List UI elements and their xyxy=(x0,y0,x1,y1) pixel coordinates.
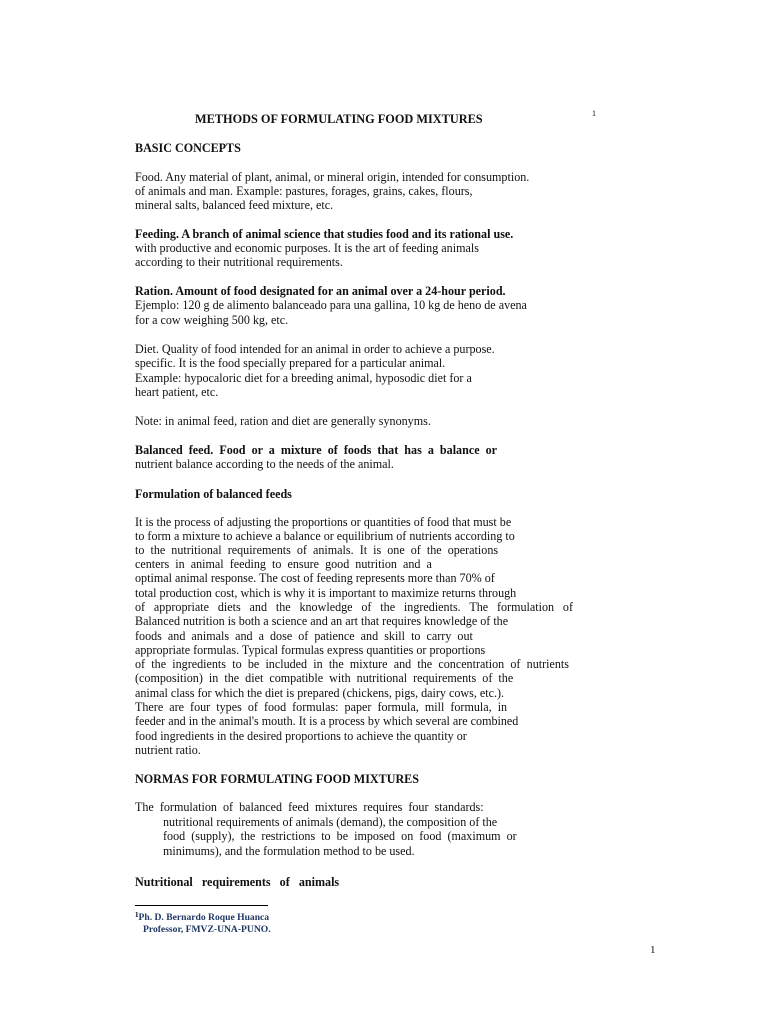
diet-line: Diet. Quality of food intended for an animal in order to achieve a purpose. xyxy=(135,342,495,356)
normas-line: minimums), and the formulation method to be used. xyxy=(163,844,415,858)
formulation-line: Balanced nutrition is both a science and an art that requires knowledge of the xyxy=(135,614,509,628)
food-line: Food. Any material of plant, animal, or mineral origin, intended for consumption. xyxy=(135,170,530,184)
formulation-line: (composition) in the diet compatible with nutritional requirements of the xyxy=(135,671,514,685)
heading-nutritional-requirements: Nutritional requirements of animals xyxy=(135,875,340,889)
diet-line: Example: hypocaloric diet for a breeding animal, hyposodic diet for a xyxy=(135,371,472,385)
formulation-line: nutrient ratio. xyxy=(135,743,201,757)
formulation-line: It is the process of adjusting the proportions or quantities of food that must be xyxy=(135,515,512,529)
normas-intro: The formulation of balanced feed mixtures requires four standards: xyxy=(135,800,484,814)
footnote-author-name: Ph. D. Bernardo Roque Huanca xyxy=(138,912,270,923)
title-footnote-mark: 1 xyxy=(592,109,596,118)
normas-line: food (supply), the restrictions to be imposed on food (maximum or xyxy=(163,829,517,843)
diet-line: heart patient, etc. xyxy=(135,385,219,399)
balanced-feed-line: nutrient balance according to the needs of the animal. xyxy=(135,457,394,471)
feeding-line: with productive and economic purposes. It is the art of feeding animals xyxy=(135,241,479,255)
page-number: 1 xyxy=(650,944,656,956)
formulation-line: of the ingredients to be included in the mixture and the concentration of nutrients xyxy=(135,657,569,671)
formulation-line: animal class for which the diet is prepared (chickens, pigs, dairy cows, etc.). xyxy=(135,686,505,700)
note-line: Note: in animal feed, ration and diet are generally synonyms. xyxy=(135,414,431,428)
formulation-line: to the nutritional requirements of animals. It is one of the operations xyxy=(135,543,499,557)
formulation-line: optimal animal response. The cost of feeding represents more than 70% of xyxy=(135,571,495,585)
normas-line: nutritional requirements of animals (demand), the composition of the xyxy=(163,815,498,829)
formulation-line: There are four types of food formulas: paper formula, mill formula, in xyxy=(135,700,508,714)
ration-line: for a cow weighing 500 kg, etc. xyxy=(135,313,289,327)
heading-basic-concepts: BASIC CONCEPTS xyxy=(135,141,241,155)
formulation-line: food ingredients in the desired proportions to achieve the quantity or xyxy=(135,729,467,743)
footnote-mark: 1 xyxy=(135,911,139,919)
feeding-line: according to their nutritional requirements. xyxy=(135,255,343,269)
formulation-line: appropriate formulas. Typical formulas express quantities or proportions xyxy=(135,643,486,657)
footnote-rule xyxy=(135,905,268,906)
ration-line: Ejemplo: 120 g de alimento balanceado para una gallina, 10 kg de heno de avena xyxy=(135,298,527,312)
footnote-affiliation: Professor, FMVZ-UNA-PUNO. xyxy=(143,924,271,935)
diet-line: specific. It is the food specially prepared for a particular animal. xyxy=(135,356,446,370)
formulation-line: to form a mixture to achieve a balance or equilibrium of nutrients according to xyxy=(135,529,515,543)
page-title: METHODS OF FORMULATING FOOD MIXTURES xyxy=(195,112,483,126)
balanced-feed-definition: Balanced feed. Food or a mixture of foods that has a balance or xyxy=(135,443,498,457)
heading-normas: NORMAS FOR FORMULATING FOOD MIXTURES xyxy=(135,772,419,786)
feeding-definition: Feeding. A branch of animal science that studies food and its rational use. xyxy=(135,227,514,241)
food-line: of animals and man. Example: pastures, forages, grains, cakes, flours, xyxy=(135,184,473,198)
heading-formulation: Formulation of balanced feeds xyxy=(135,487,292,501)
formulation-line: of appropriate diets and the knowledge of the ingredients. The formulation of xyxy=(135,600,573,614)
formulation-line: feeder and in the animal's mouth. It is a process by which several are combined xyxy=(135,714,519,728)
formulation-line: centers in animal feeding to ensure good nutrition and a xyxy=(135,557,432,571)
formulation-line: total production cost, which is why it is important to maximize returns through xyxy=(135,586,517,600)
footnote-author xyxy=(135,909,269,924)
ration-definition: Ration. Amount of food designated for an animal over a 24-hour period. xyxy=(135,284,506,298)
formulation-line: foods and animals and a dose of patience and skill to carry out xyxy=(135,629,473,643)
food-line: mineral salts, balanced feed mixture, etc. xyxy=(135,198,334,212)
